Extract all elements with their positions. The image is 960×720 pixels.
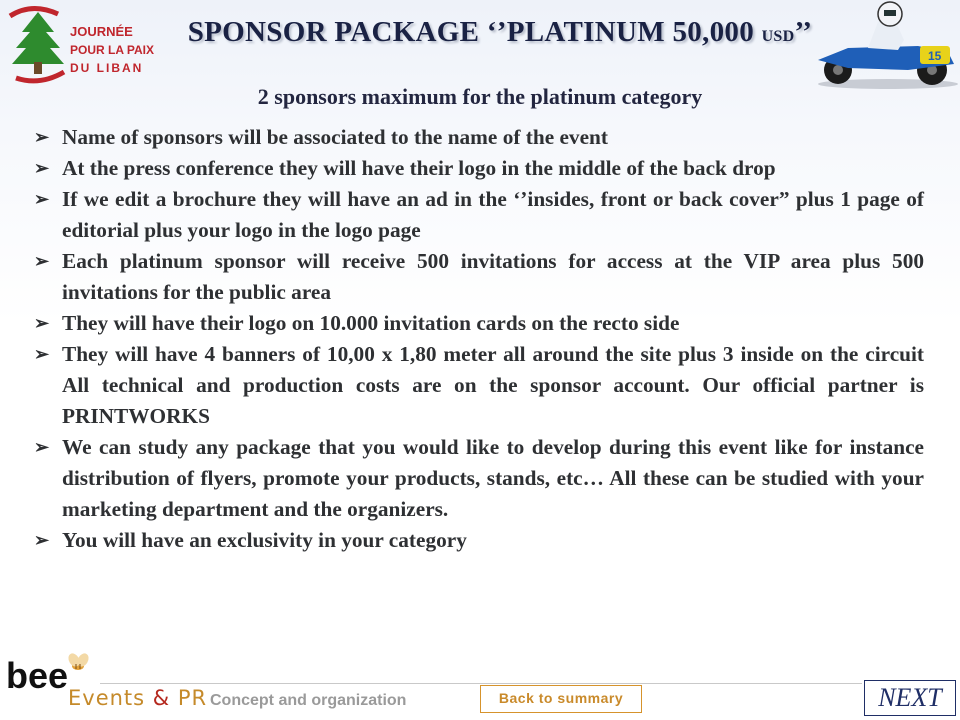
arrow-bullet-icon: ➢ [34, 158, 50, 178]
benefits-list [34, 122, 924, 556]
arrow-bullet-icon: ➢ [34, 344, 50, 364]
ampersand: & [152, 686, 171, 710]
list-item [34, 153, 924, 184]
title-currency: USD [761, 28, 795, 45]
back-to-summary-button[interactable]: Back to summary [480, 685, 642, 713]
list-item [34, 122, 924, 153]
concept-text: Concept and organization [210, 692, 407, 709]
go-kart-icon [808, 0, 960, 90]
list-item [34, 184, 924, 246]
arrow-bullet-icon: ➢ [34, 189, 50, 209]
logo-line-1: JOURNÉE [70, 24, 133, 39]
title-end: ’’ [794, 16, 813, 48]
list-item [34, 246, 924, 308]
arrow-bullet-icon: ➢ [34, 127, 50, 147]
next-button[interactable]: NEXT [864, 680, 956, 716]
page-title [150, 16, 850, 49]
list-item [34, 525, 924, 556]
list-item-text: We can study any package that you would like to develop during this event like for instance distribution of flyers, promote your products, stands, etc… All these can be studied with your marketing department and the organizers. [62, 435, 924, 521]
cedar-tree-icon [4, 6, 155, 86]
list-item-text: Name of sponsors will be associated to the name of the event [62, 125, 608, 149]
list-item-text: At the press conference they will have their logo in the middle of the back drop [62, 156, 776, 180]
bee-icon [66, 651, 91, 670]
arrow-bullet-icon: ➢ [34, 530, 50, 550]
list-item-text: They will have 4 banners of 10,00 x 1,80 meter all around the site plus 3 inside on the circuit All technical and production costs are on the sponsor account. Our official partner is PRINTWORKS [62, 342, 924, 428]
events-pr-text [68, 686, 207, 710]
list-item [34, 432, 924, 525]
journee-logo [4, 6, 155, 86]
go-kart-image [808, 0, 960, 90]
list-item-text: Each platinum sponsor will receive 500 invitations for access at the VIP area plus 500 invitations for the public area [62, 249, 924, 304]
subtitle: 2 sponsors maximum for the platinum category [257, 84, 703, 109]
arrow-bullet-icon: ➢ [34, 437, 50, 457]
arrow-bullet-icon: ➢ [34, 313, 50, 333]
title-main: SPONSOR PACKAGE ‘’PLATINUM 50,000 [187, 16, 762, 48]
logo-line-2: POUR LA PAIX [70, 43, 155, 57]
events-label: Events [68, 686, 153, 710]
kart-number: 15 [928, 49, 942, 63]
list-item-text: You will have an exclusivity in your category [62, 528, 467, 552]
list-item-text: They will have their logo on 10.000 invitation cards on the recto side [62, 311, 680, 335]
list-item [34, 308, 924, 339]
arrow-bullet-icon: ➢ [34, 251, 50, 271]
list-item [34, 339, 924, 432]
list-item-text: If we edit a brochure they will have an ad in the ‘’insides, front or back cover” plus 1 page of editorial plus your logo in the logo page [62, 187, 924, 242]
brand-text: bee [6, 655, 69, 696]
footer-divider [100, 683, 862, 684]
pr-label: PR [170, 686, 208, 710]
logo-line-3: DU LIBAN [70, 61, 144, 75]
